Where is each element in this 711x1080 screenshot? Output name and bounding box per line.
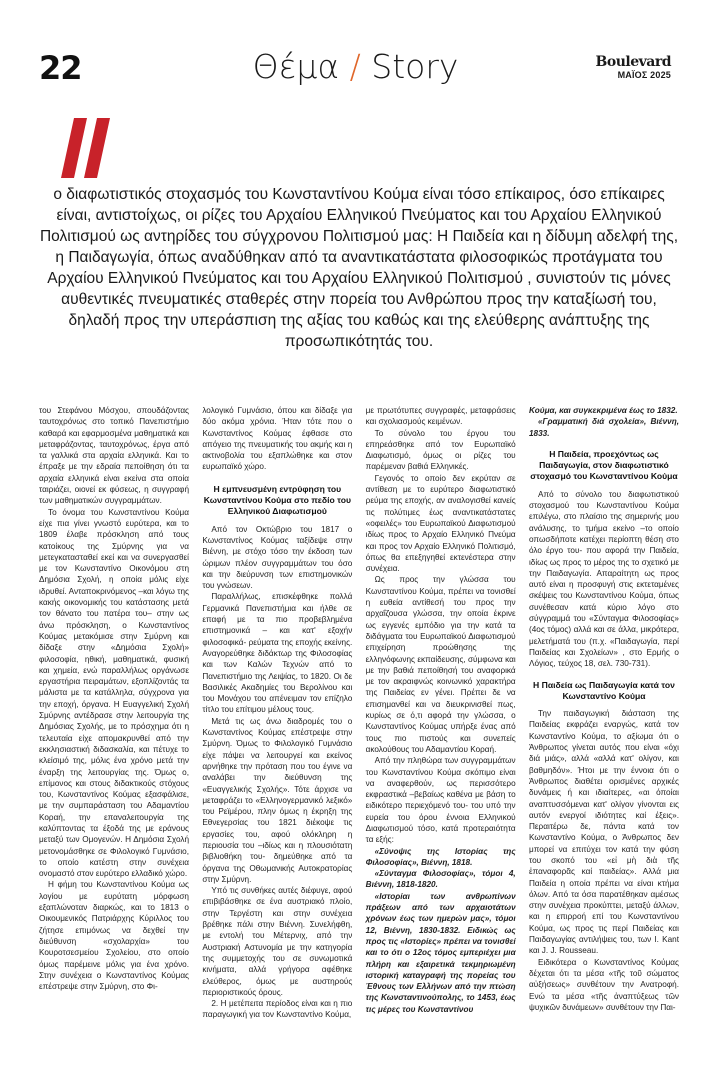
paragraph: Από την πληθώρα των συγγραμμάτων του Κωνσταντίνου Κούμα σκόπιμο είναι να αναφερθούν, ως περισσότερο εκφραστικά –βεβαίως καθένα με βάση το ειδικότερο περιεχόμενό του- του υπό την ευρεία του όρου έννοια Ελληνικού Διαφωτισμού τόσο, κατά προτεραιότητα τα εξής:	[365, 756, 516, 845]
paragraph: Μετά τις ως άνω διαδρομές του ο Κωνσταντίνος Κούμας επέστρεψε στην Σμύρνη. Όμως το Φιλολογικό Γυμνάσιο είχε πάψει να λειτουργεί και εκείνος αρνήθηκε την πρόταση που του έγινε να αναλάβει την διεύθυνση της «Ευαγγελικής Σχολής». Τότε άρχισε να μεταφράζει το «Ελληνογερμανικό λεξικό» του Ρεϊμέρου, πλην όμως η έκρηξη της Εθνεγερσίας του 1821 διέκοψε τις εργασίες του, αφού ολόκληρη η περιουσία του –ιδίως και η πλουσιότατη βιβλιοθήκη του- δημεύθηκε από τα όργανα της Οθωμανικής Αυτοκρατορίας στην Σμύρνη.	[202, 716, 353, 884]
quote-mark-icon	[60, 118, 110, 178]
citation: «Σύνοψις της Ιστορίας της Φιλοσοφίας», Βιέννη, 1818.	[365, 846, 516, 867]
paragraph: Το όνομα του Κωνσταντίνου Κούμα είχε πια γίνει γνωστό ευρύτερα, και το 1809 έλαβε πρόσκληση από τους κατοίκους της Σμύρνης για να μετεγκατασταθεί εκεί και να συνεργασθεί με τον Κωνσταντίνο Οικονόμου στη Δημόσια Σχολή, η οποία μόλις είχε ιδρυθεί. Ανταποκρινόμενος –και λόγω της κακής οικονομικής του κατάστασης μετά τον θάνατο του πατέρα του– στην ως άνω πρόσκληση, ο Κωνσταντίνος Κούμας μετακόμισε στην Σμύρνη και δίδαξε στην «Δημόσια Σχολή» φιλοσοφία, ηθική, μαθηματικά, φυσική και χημεία, ενώ παραλλήλως οργάνωσε εργαστήρια πειραμάτων, εξοπλίζοντάς τα μάλιστα με τα κατάλληλα, σύγχρονα για την εποχή, όργανα. Η Ευαγγελική Σχολή Σμύρνης αντέδρασε στην λειτουργία της Δημόσιας Σχολής, με το πρόσχημα ότι η τελευταία είχε απομακρυνθεί από την εκκλησιαστική διδασκαλία, και πέτυχε το κλείσιμό της, μόλις ένα χρόνο μετά την έναρξη της λειτουργίας της. Όμως ο, επίμονος και στους διδακτικούς στόχους του, Κωνσταντίνος Κούμας εξασφάλισε, με την συμπαράσταση του Αδαμαντίου Κοραή, την επαναλειτουργία της καλύπτοντας τα έξοδά της με εράνους μεταξύ των Ομογενών. Η Δημόσια Σχολή μετονομάσθηκε σε Φιλολογικό Γυμνάσιο, το οποίο κατέστη στην συνέχεια ονομαστό στον ευρύτερο ελλαδικό χώρο.	[39, 507, 189, 879]
paragraph: Η φήμη του Κωνσταντίνου Κούμα ως λογίου με ευρύτατη μόρφωση εξαπλώνοταν διαρκώς, και το 1813 ο Οικουμενικός Πατριάρχης Κύριλλος του ζήτησε επιμόνως να δεχθεί την διεύθυνση «σχολαρχία» του Κουροτσεσμείου Σχολείου, στο οποίο όμως παρέμεινε μόλις για ένα χρόνο. Στην συνέχεια ο Κωνσταντίνος Κούμας επέστρεψε στην Σμύρνη, στο Φι-	[39, 880, 189, 992]
paragraph: Το σύνολο του έργου του επηρεάσθηκε από τον Ευρωπαϊκό Διαφωτισμό, όμως οι ρίζες του παρέμεναν βαθιά Ελληνικές.	[365, 428, 516, 472]
pull-quote: ο διαφωτιστικός στοχασμός του Κωνσταντίνου Κούμα είναι τόσο επίκαιρος, όσο επίκαιρες είναι, αντιστοίχως, οι ρίζες του Αρχαίου Ελληνικού Πνεύματος και του Αρχαίου Ελληνικού Πολιτισμού ως αντηρίδες του σύγχρονου Πολιτισμού μας: Η Παιδεία και η δίδυμη αδελφή της, η Παιδαγωγία, όπως αναδύθηκαν από τα αναντικατάστατα φιλοσοφικώς προτάγματα του Αρχαίου Ελληνικού Πνεύματος και του Αρχαίου Ελληνικού Πολιτισμού , συνιστούν τις μόνες αυθεντικές πνευματικές σταθερές στην πορεία του Ανθρώπου προς την καταξίωσή του, δηλαδή προς την υπεράσπιση της αξίας του καθώς και της ελεύθερης ανάπτυξης της προσωπικότητάς του.	[39, 186, 679, 350]
paragraph: Υπό τις συνθήκες αυτές διέφυγε, αφού επιβιβάσθηκε σε ένα αυστριακό πλοίο, στην Τεργέστη και στην συνέχεια βρέθηκε πάλι στην Βιέννη. Συνελήφθη, με εντολή του Μέτερνιχ, από την Αυστριακή Αστυνομία με την κατηγορία της συμμετοχής του σε συνωμοτικά κινήματα, αλλά γρήγορα αφέθηκε ελεύθερος, όμως με αυστηρούς περιοριστικούς όρους.	[202, 886, 353, 997]
paragraph: 2. Η μετέπειτα περίοδος είναι και η πιο παραγωγική για τον Κωνσταντίνο Κούμα,	[202, 999, 353, 1020]
column-1	[39, 405, 189, 1050]
magazine-masthead	[596, 55, 671, 82]
section-heading: Η Παιδεία ως Παιδαγωγία κατά τον Κωνσταντίνο Κούμα	[533, 679, 675, 701]
paragraph: Από το σύνολο του διαφωτιστικού στοχασμού του Κωνσταντίνου Κούμα επιλέγω, στο πλαίσιο της σημερινής μου ανάλυσης, το τμήμα εκείνο –το οποίο οπωσδήποτε κατέχει περίοπτη θέση στο όλο έργο του- που αφορά την Παιδεία, ιδίως ως προς το μέρος της το σχετικό με την Παιδαγωγία. Απαραίτητη ως προς αυτό είναι η προσφυγή στις εκτεταμένες σκέψεις του Κωνσταντίνου Κούμα, όπως συνέθεσαν κατά κύριο λόγο στο σύγγραμμά του «Σύνταγμα Φιλοσοφίας» (4ος τόμος) αλλά και σε άλλα, μικρότερα, μελετήματά του (π.χ. «Παιδαγωγία, περί Παιδείας και Σχολείων» , στο Ερμής ο Λόγιος, τεύχος 18, σελ. 730-731).	[528, 489, 679, 669]
paragraph: του Στεφάνου Μόσχου, σπουδάζοντας ταυτοχρόνως στο τοπικό Πανεπιστήμιο καθαρά και εφαρμοσμένα μαθηματικά και μεταφράζοντας, ταυτοχρόνως, έργα από τα γαλλικά στα αρχαία ελληνικά. Και το έπραξε με την εδραία πεποίθηση ότι τα αρχαία ελληνικά είναι εκείνα στα οποία ταιριάζει, οιονεί εκ φύσεως, η συγγραφή των μαθηματικών συγγραμμάτων.	[39, 406, 189, 506]
column-2	[202, 405, 352, 1050]
magazine-issue: ΜΑΪΟΣ 2025	[617, 70, 671, 80]
section-title-left: Θέμα	[252, 47, 340, 86]
paragraph: Παραλλήλως, επισκέφθηκε πολλά Γερμανικά Πανεπιστήμια και ήλθε σε επαφή με τα πιο προβεβλημένα επιστημονικά – και κατ' εξοχήν φιλοσοφικά- ρεύματα της εποχής εκείνης. Αναγορεύθηκε διδάκτωρ της Φιλοσοφίας και των Καλών Τεχνών από το Πανεπιστήμιο της Λειψίας, το 1820. Οι δε Βασιλικές Ακαδημίες του Βερολίνου και του Μονάχου του απένειμαν τον επίζηλο τίτλο του επίτιμου μέλους τους.	[202, 592, 353, 715]
section-heading: Η Παιδεία, προεχόντως ως Παιδαγωγία, στον διαφωτιστικό στοχασμό του Κωνσταντίνου Κούμα	[530, 448, 678, 482]
article-body	[39, 405, 679, 1050]
magazine-name: Boulevard	[595, 54, 671, 70]
citation: «Σύνταγμα Φιλοσοφίας», τόμοι 4, Βιέννη, 1818-1820.	[365, 869, 516, 890]
section-title-right: Story	[371, 47, 459, 86]
citation: «Γραμματική διά σχολεία», Βιέννη, 1833.	[528, 417, 679, 438]
page-number: 22	[39, 49, 82, 87]
paragraph: λολογικό Γυμνάσιο, όπου και δίδαξε για δύο ακόμα χρόνια. Ήταν τότε που ο Κωνσταντίνος Κούμας έφθασε στο απόγειο της πνευματικής του ακμής και η ακτινοβολία του εξαπλώθηκε και στον ευρωπαϊκό χώρο.	[202, 406, 353, 472]
citation: «Ιστορίαι των ανθρωπίνων πράξεων από των αρχαιοτάτων χρόνων έως των ημερών μας», τόμοι 12, Βιέννη, 1830-1832. Ειδικώς ως προς τις «Ιστορίες» πρέπει να τονισθεί και το ότι ο 12ος τόμος εμπεριέχει μια πλήρη και εξαιρετικά τεκμηριωμένη ιστορική καταγραφή της πορείας του Έθνους των Ελλήνων από την πτώση της Κωνσταντινούπολης, το 1453, έως τις μέρες του Κωνσταντίνου	[365, 891, 516, 1014]
paragraph: Γεγονός το οποίο δεν εκρύταν σε αντίθεση με το ευρύτερο διαφωτιστικό ρεύμα της εποχής, αν αναλογισθεί κανείς τις πολύτιμες έως αναντικατάστατες «οφειλές» του Ευρωπαϊκού Διαφωτισμού ιδίως προς το Αρχαίο Ελληνικό Πνεύμα και προς τον Αρχαίο Ελληνικό Πολιτισμό, όπως θα επεξηγηθεί εκτενέστερα στην συνέχεια.	[365, 473, 516, 574]
paragraph: Την παιδαγωγική διάσταση της Παιδείας εκφράζει εναργώς, κατά τον Κωνσταντίνο Κούμα, το αξίωμα ότι ο Άνθρωπος γίνεται αυτός που είναι «όχι διά μιάς», αλλά «αλλά κατ' ολίγον, και βαθμηδόν». Ήτοι με την έννοια ότι ο Άνθρωπος διαθέτει ορισμένες αρχικές δυνάμεις ή και ιδιαίτερες, «αι όποίαι αναπτυσσόμεναι κατ' ολίγον γίνονται εις αυτόν ενεργοί ιδιότητες καί έξεις». Περαιτέρω δε, πάντα κατά τον Κωνσταντίνο Κούμα, ο Άνθρωπος δεν μπορεί να επιτύχει τον κατά την φύση του σκοπό του «εἰ μὴ διὰ τῆς ἐπαναφορᾶς καί παιδείας». Αλλά μια Παιδεία η οποία πρέπει να είναι κτήμα όλων. Από τα όσα παρατέθηκαν αμέσως στην συνέχεια προκύπτει, μεταξύ άλλων, και η επιρροή επί του Κωνσταντίνου Κούμα, ως προς τις περί Παιδείας και Παιδαγωγίας αντιλήψεις του, των I. Kant και J. J. Rousseau.	[528, 709, 679, 956]
section-heading: Η εμπνευσμένη εντρύφηση του Κωνσταντίνου Κούμα στο πεδίο του Ελληνικού Διαφωτισμού	[203, 483, 351, 517]
citation: Κούμα, και συγκεκριμένα έως το 1832.	[528, 406, 678, 415]
paragraph: Ως προς την γλώσσα του Κωνσταντίνου Κούμα, πρέπει να τονισθεί η ευθεία αντίθεσή του προς την αρχαΐζουσα γλώσσα, την οποία έκρινε ως εγγενές εμπόδιο για την κατά τα διδάγματα του Ευρωπαϊκού Διαφωτισμού επιχείρηση προώθησης της ελληνόφωνης εκπαίδευσης, σύμφωνα και με την βαθιά πεποίθησή του αναφορικά με τον ακραιφνώς κοινωνικό χαρακτήρα της Παιδείας εν γένει. Πρέπει δε να επισημανθεί και να διευκρινισθεί πως, κυρίως σε ό,τι αφορά την γλώσσα, ο Κωνσταντίνος Κούμας υπήρξε ένας από τους πιο πιστούς και συνεπείς ακολούθους του Αδαμαντίου Κοραή.	[365, 575, 516, 754]
paragraph: Ειδικότερα ο Κωνσταντίνος Κούμας δέχεται ότι τα μέσα «τῆς τοῦ σώματος αὐξήσεως» συνθέτουν την Ανατροφή. Ενώ τα μέσα «τῆς ἀναπτύξεως τῶν ψυχικῶν δυνάμεων» συνθέτουν την Παι-	[528, 957, 679, 1012]
paragraph: με πρωτότυπες συγγραφές, μεταφράσεις και σχολιασμούς κειμένων.	[365, 406, 516, 427]
column-4	[529, 405, 679, 1050]
section-title-slash: /	[349, 47, 361, 86]
paragraph: Από τον Οκτώβριο του 1817 ο Κωνσταντίνος Κούμας ταξίδεψε στην Βιέννη, με στόχο τόσο την έκδοση των ώριμων πλέον συγγραμμάτων του όσο και την διεύρυνση των επιστημονικών του γνώσεων.	[202, 524, 353, 591]
column-3	[366, 405, 516, 1050]
